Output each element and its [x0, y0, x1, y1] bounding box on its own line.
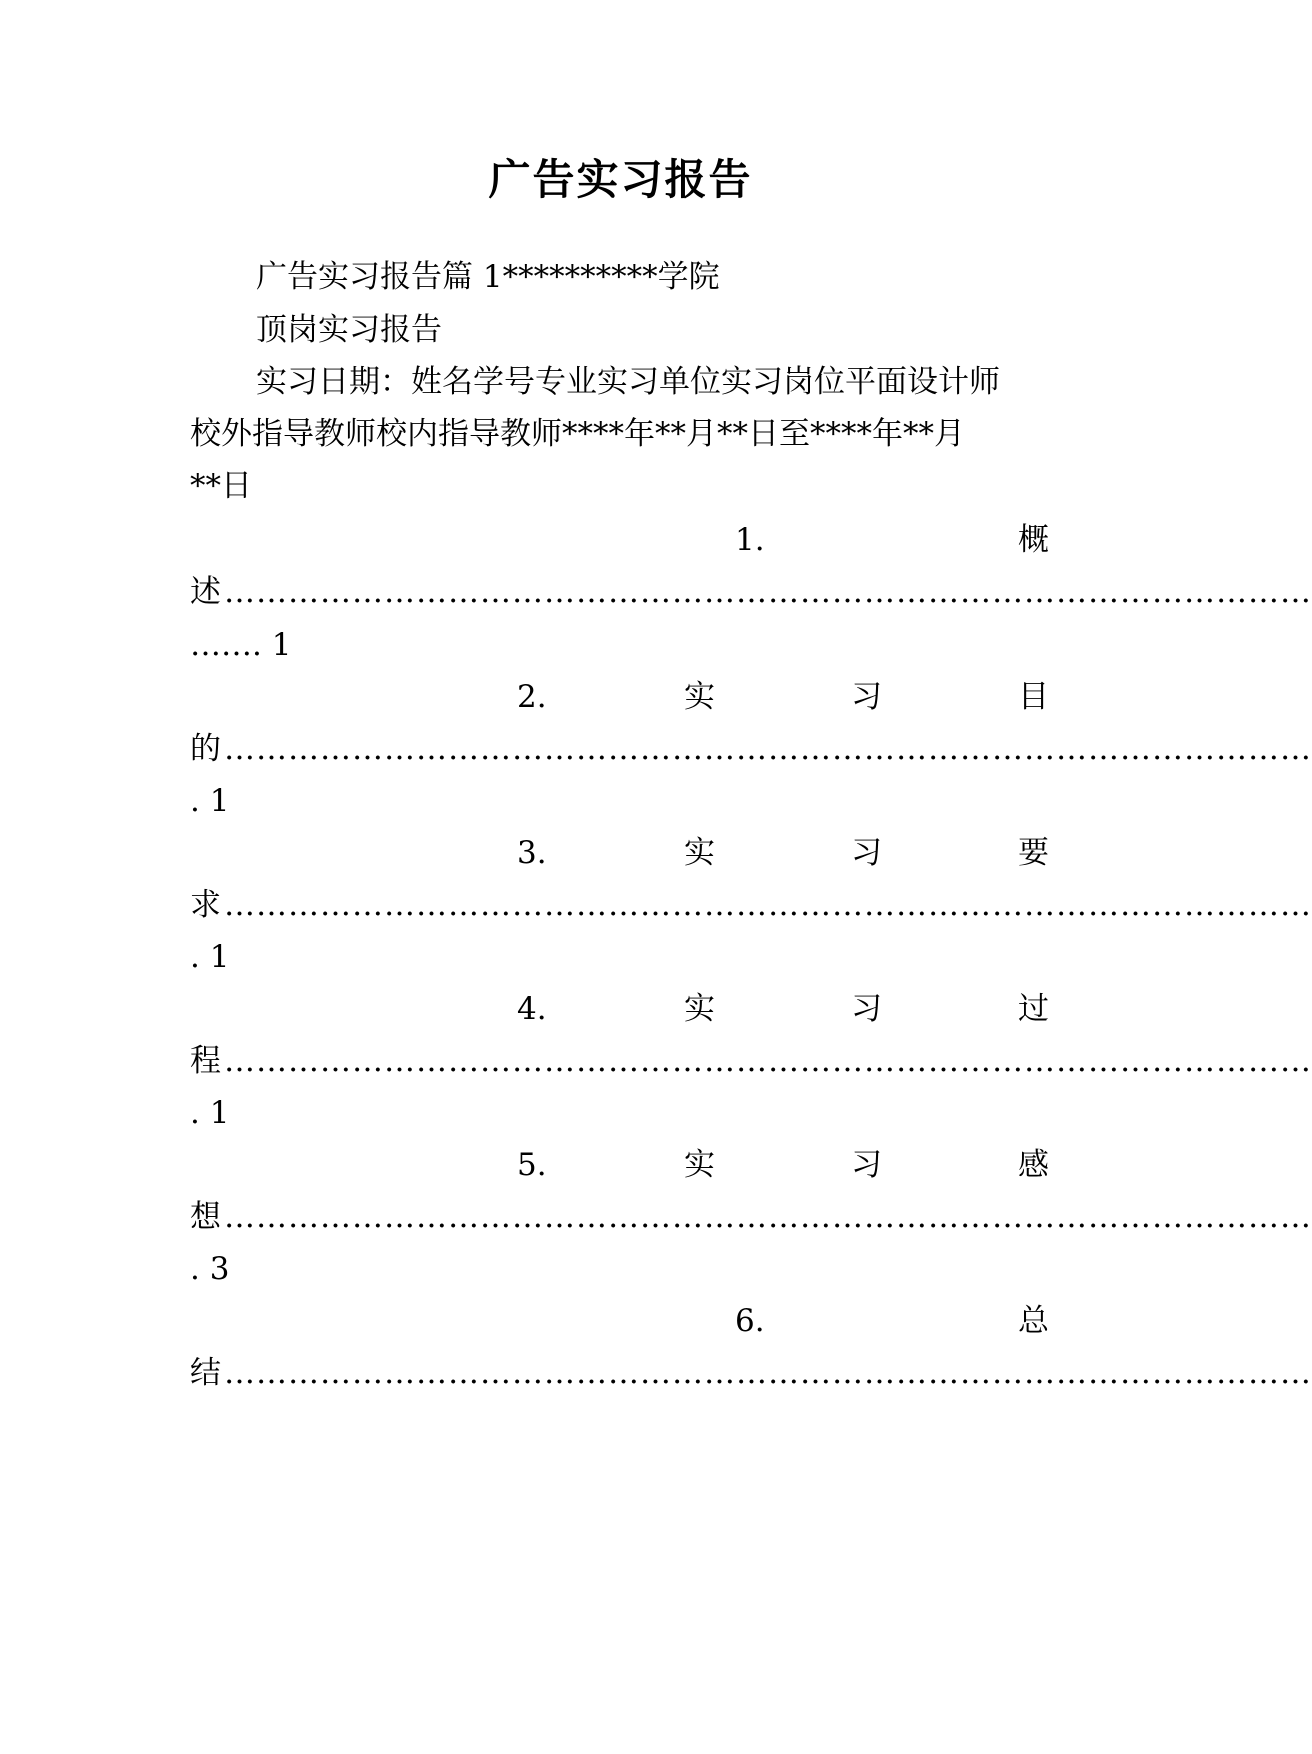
toc-entry-3-leader-line: [190, 883, 1312, 927]
toc-entry-4-char-4: 程: [190, 1043, 221, 1079]
toc-entry-3-dots: …………………………………………………………………………………………: [224, 887, 1312, 923]
toc-entry-3-number: 3.: [517, 835, 547, 871]
toc-entry-2-heading: [190, 675, 1050, 719]
paragraph-info-line-1: 实习日期：姓名学号专业实习单位实习岗位平面设计师: [256, 364, 1000, 400]
toc-entry-3-char-2: 习: [851, 835, 882, 871]
toc-entry-6-char-1: 总: [1018, 1303, 1049, 1339]
toc-entry-4-heading: [190, 987, 1050, 1031]
toc-entry-3-char-1: 实: [684, 835, 715, 871]
paragraph-info-line-3: **日: [190, 468, 252, 504]
toc-entry-6-char-2: 结: [190, 1355, 221, 1391]
toc-entry-6-number: 6.: [735, 1303, 765, 1339]
toc-entry-2-number: 2.: [517, 679, 547, 715]
toc-entry-2-char-3: 目: [1018, 679, 1049, 715]
toc-entry-5-dots: …………………………………………………………………………………………: [224, 1199, 1312, 1235]
toc-entry-2-char-2: 习: [851, 679, 882, 715]
toc-entry-4-page: . 1: [190, 1095, 230, 1131]
toc-entry-3-page: . 1: [190, 939, 230, 975]
toc-entry-1-number: 1.: [735, 522, 765, 558]
toc-entry-3-heading: [190, 831, 1050, 875]
toc-entry-6-heading: [190, 1299, 1050, 1343]
toc-entry-4-leader-line: [190, 1039, 1312, 1083]
toc-entry-2-page: . 1: [190, 783, 230, 819]
toc-entry-4-dots: …………………………………………………………………………………………: [224, 1043, 1312, 1079]
toc-entry-2-dots: …………………………………………………………………………………………: [224, 731, 1312, 767]
document-title: 广告实习报告: [488, 155, 753, 204]
toc-entry-5-char-4: 想: [190, 1199, 221, 1235]
toc-entry-6-dots: …………………………………………………………………………………………: [224, 1355, 1312, 1391]
toc-entry-5-number: 5.: [517, 1147, 547, 1183]
toc-entry-4-char-1: 实: [684, 991, 715, 1027]
toc-entry-1-heading: [190, 518, 1050, 562]
toc-entry-5-page: . 3: [190, 1251, 230, 1287]
toc-entry-4-char-2: 习: [851, 991, 882, 1027]
toc-entry-1-char-2: 述: [190, 574, 221, 610]
toc-entry-2-char-1: 实: [684, 679, 715, 715]
toc-entry-5-leader-line: [190, 1195, 1312, 1239]
toc-entry-5-char-1: 实: [684, 1147, 715, 1183]
paragraph-subheading: 顶岗实习报告: [256, 312, 442, 348]
toc-entry-5-char-2: 习: [851, 1147, 882, 1183]
toc-entry-1-dots: …………………………………………………………………………………………: [224, 574, 1312, 610]
toc-entry-3-char-4: 求: [190, 887, 221, 923]
paragraph-info-line-2: 校外指导教师校内指导教师****年**月**日至****年**月: [190, 416, 965, 452]
toc-entry-1-leader-line: [190, 570, 1312, 614]
toc-entry-2-char-4: 的: [190, 731, 221, 767]
paragraph-heading: 广告实习报告篇 1**********学院: [256, 259, 720, 295]
toc-entry-5-char-3: 感: [1018, 1147, 1049, 1183]
toc-entry-5-heading: [190, 1143, 1050, 1187]
toc-entry-1-page: ……. 1: [190, 627, 292, 663]
toc-entry-3-char-3: 要: [1018, 835, 1049, 871]
toc-entry-1-char-1: 概: [1018, 522, 1049, 558]
toc-entry-6-leader-line: [190, 1351, 1312, 1395]
toc-entry-4-number: 4.: [517, 991, 547, 1027]
toc-entry-2-leader-line: [190, 727, 1312, 771]
toc-entry-4-char-3: 过: [1018, 991, 1049, 1027]
